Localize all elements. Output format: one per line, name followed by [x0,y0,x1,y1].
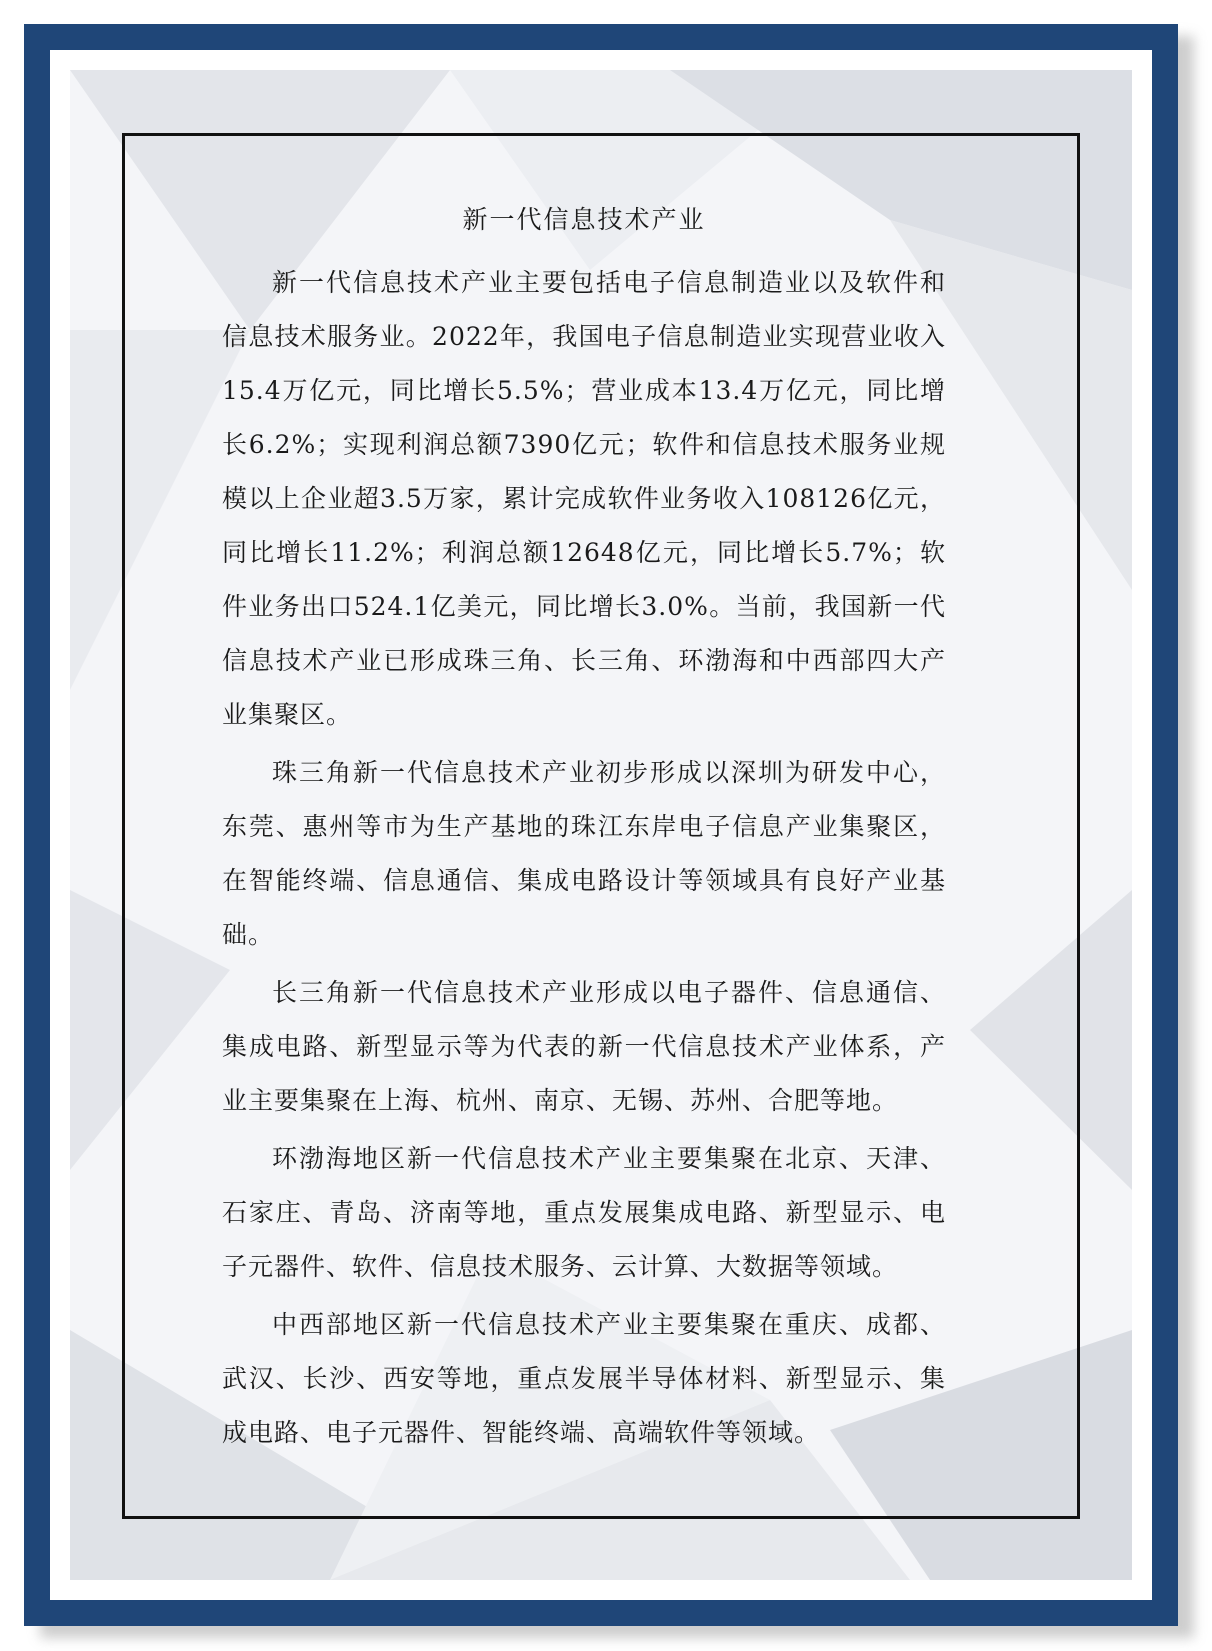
paragraph-overview: 新一代信息技术产业主要包括电子信息制造业以及软件和信息技术服务业。2022年，我国电子信息制造业实现营业收入15.4万亿元，同比增长5.5%；营业成本13.4万亿元，同比增长6.2%；实现利润总额7390亿元；软件和信息技术服务业规模以上企业超3.5万家，累计完成软件业务收入108126亿元，同比增长11.2%；利润总额12648亿元，同比增长5.7%；软件业务出口524.1亿美元，同比增长3.0%。当前，我国新一代信息技术产业已形成珠三角、长三角、环渤海和中西部四大产业集聚区。 [222,268,946,729]
paragraph-pearl-river-delta: 珠三角新一代信息技术产业初步形成以深圳为研发中心，东莞、惠州等市为生产基地的珠江东岸电子信息产业集聚区，在智能终端、信息通信、集成电路设计等领域具有良好产业基础。 [222,758,946,949]
paragraph-yangtze-river-delta: 长三角新一代信息技术产业形成以电子器件、信息通信、集成电路、新型显示等为代表的新一代信息技术产业体系，产业主要集聚在上海、杭州、南京、无锡、苏州、合肥等地。 [222,978,946,1115]
paragraph-bohai-rim: 环渤海地区新一代信息技术产业主要集聚在北京、天津、石家庄、青岛、济南等地，重点发展集成电路、新型显示、电子元器件、软件、信息技术服务、云计算、大数据等领域。 [222,1144,946,1281]
document-content [222,200,946,1464]
document-title: 新一代信息技术产业 [462,205,706,234]
paragraph-central-western: 中西部地区新一代信息技术产业主要集聚在重庆、成都、武汉、长沙、西安等地，重点发展半导体材料、新型显示、集成电路、电子元器件、智能终端、高端软件等领域。 [222,1310,946,1447]
